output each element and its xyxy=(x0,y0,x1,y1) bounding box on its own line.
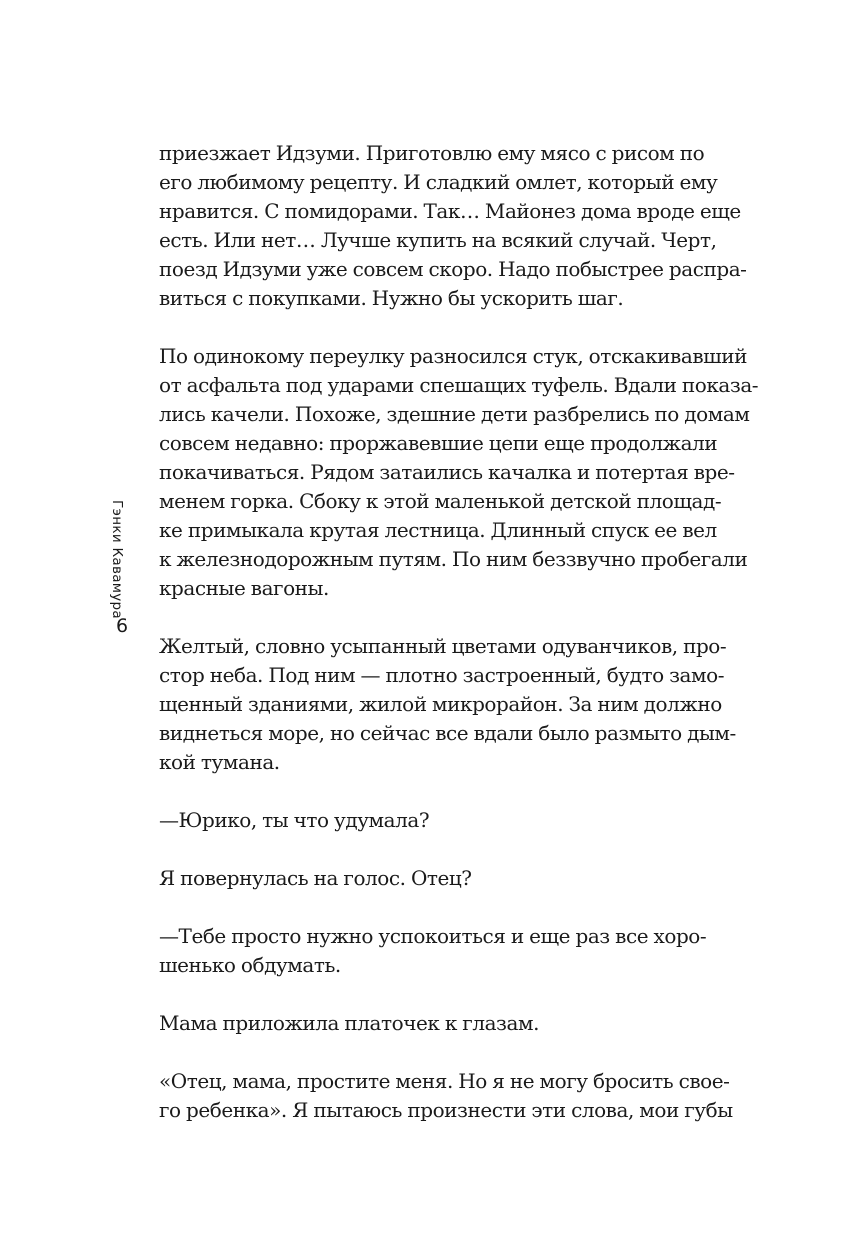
text-line: красные вагоны. xyxy=(159,576,329,600)
text-line: Я повернулась на голос. Отец? xyxy=(159,866,472,890)
text-line: го ребенка». Я пытаюсь произнести эти слова, мои губы xyxy=(159,1098,733,1122)
text-line: стор неба. Под ним — плотно застроенный, будто замо- xyxy=(159,663,725,687)
text-line: его любимому рецепту. И сладкий омлет, который ему xyxy=(159,170,718,194)
text-line: «Отец, мама, простите меня. Но я не могу бросить свое- xyxy=(159,1069,730,1093)
text-line: есть. Или нет… Лучше купить на всякий случай. Черт, xyxy=(159,228,717,252)
paragraph-7 xyxy=(159,1009,749,1038)
paragraph-8 xyxy=(159,1067,749,1125)
text-line: к железнодорожным путям. По ним беззвучно пробегали xyxy=(159,547,748,571)
text-line: покачиваться. Рядом затаились качалка и потертая вре- xyxy=(159,460,735,484)
text-line: ке примыкала крутая лестница. Длинный спуск ее вел xyxy=(159,518,717,542)
paragraph-2 xyxy=(159,342,759,603)
paragraph-6 xyxy=(159,922,749,980)
text-line: совсем недавно: проржавевшие цепи еще продолжали xyxy=(159,431,718,455)
body-text xyxy=(159,139,759,1154)
text-line: По одинокому переулку разносился стук, отскакивавший xyxy=(159,344,748,368)
text-line: Желтый, словно усыпанный цветами одуванчиков, про- xyxy=(159,634,727,658)
paragraph-1 xyxy=(159,139,749,313)
running-head xyxy=(105,500,145,619)
paragraph-4 xyxy=(159,806,749,835)
text-line: виднеться море, но сейчас все вдали было размыто дым- xyxy=(159,721,736,745)
running-head-author: Гэнки Кавамура xyxy=(109,500,125,619)
text-line: щенный зданиями, жилой микрорайон. За ним должно xyxy=(159,692,722,716)
text-line: нравится. С помидорами. Так… Майонез дома вроде еще xyxy=(159,199,741,223)
text-line: приезжает Идзуми. Приготовлю ему мясо с рисом по xyxy=(159,141,705,165)
text-line: от асфальта под ударами спешащих туфель. Вдали показа- xyxy=(159,373,759,397)
text-line: виться с покупками. Нужно бы ускорить шаг. xyxy=(159,286,624,310)
paragraph-5 xyxy=(159,864,749,893)
text-line: менем горка. Сбоку к этой маленькой детской площад- xyxy=(159,489,722,513)
text-line: кой тумана. xyxy=(159,750,280,774)
page-number: 6 xyxy=(116,615,129,637)
text-line: лись качели. Похоже, здешние дети разбрелись по домам xyxy=(159,402,750,426)
paragraph-3 xyxy=(159,632,749,777)
text-line: поезд Идзуми уже совсем скоро. Надо побыстрее распра- xyxy=(159,257,747,281)
text-line: Мама приложила платочек к глазам. xyxy=(159,1011,540,1035)
dialogue-line: —Юрико, ты что удумала? xyxy=(159,808,430,832)
dialogue-line: шенько обдумать. xyxy=(159,953,341,977)
dialogue-line: —Тебе просто нужно успокоиться и еще раз все хоро- xyxy=(159,924,707,948)
